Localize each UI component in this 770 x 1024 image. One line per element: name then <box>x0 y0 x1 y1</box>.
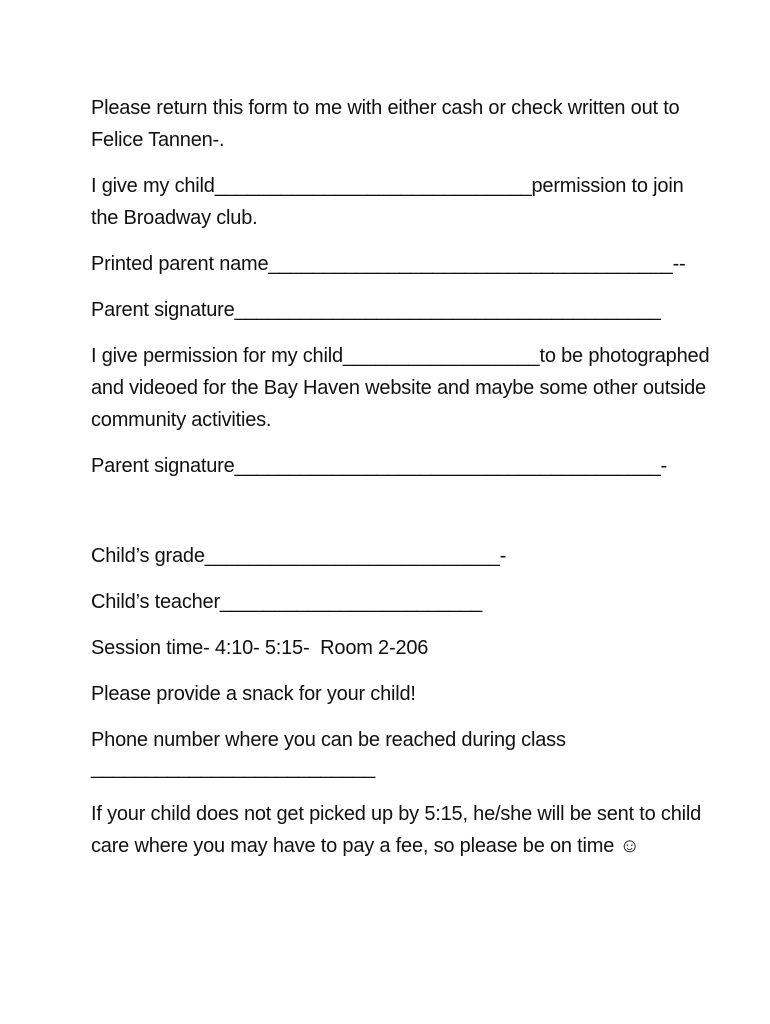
phone-label: Phone number where you can be reached during class <box>91 729 566 751</box>
parent-signature-line: Parent signature_______________________________________ <box>91 299 661 321</box>
printed-parent-name-line: Printed parent name_____________________________________-- <box>91 253 686 275</box>
parent-signature-line-2: Parent signature_______________________________________- <box>91 455 668 477</box>
photo-permission-paragraph: I give permission for my child__________________to be photographed and videoed for the Bay Haven website and maybe some other outside community activities. <box>91 345 715 431</box>
snack-note: Please provide a snack for your child! <box>91 683 416 705</box>
pickup-note: If your child does not get picked up by 5:15, he/she will be sent to child care where you may have to pay a fee, so please be on time ☺ <box>91 803 707 857</box>
club-permission-line: I give my child_____________________________permission to join the Broadway club. <box>91 175 689 229</box>
phone-blank-line: __________________________ <box>91 757 375 779</box>
permission-form <box>91 92 715 876</box>
childs-teacher-line: Child’s teacher________________________ <box>91 591 483 613</box>
childs-grade-line: Child’s grade___________________________- <box>91 545 507 567</box>
intro-paragraph: Please return this form to me with either cash or check written out to Felice Tannen-. <box>91 97 685 151</box>
session-time-line: Session time- 4:10- 5:15- Room 2-206 <box>91 637 429 659</box>
